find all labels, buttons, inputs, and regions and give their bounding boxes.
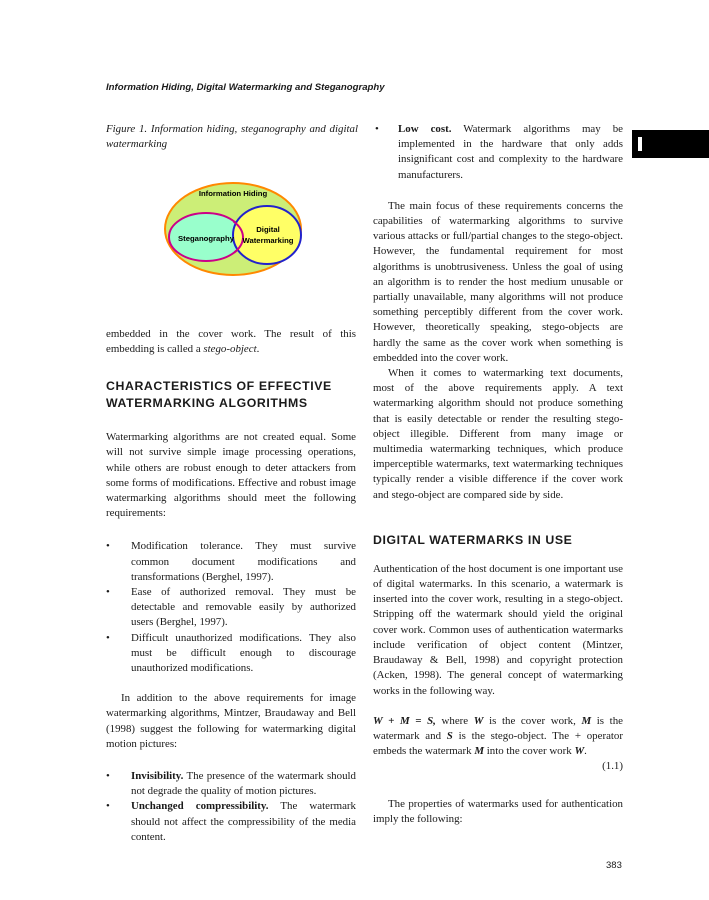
list-item [373,122,623,183]
right-column [373,122,623,827]
stego-object-paragraph [106,327,356,357]
thumb-tab-mark [638,137,642,151]
running-header: Information Hiding, Digital Watermarking and Steganography [106,82,385,93]
equation-text: is the stego-object. The + operator embeds the watermark [373,729,623,758]
cost-list [373,122,623,183]
equation-text: into the cover work [484,745,575,758]
properties-paragraph: The properties of watermarks used for authentication imply the following: [373,797,623,825]
text-watermarking-paragraph: When it comes to watermarking text documents, most of the above requirements apply. A text watermarking algorithm should not produce something that is easily detectable or render the resulting stego-object illegible. Different from many image or multimedia watermarking techniques, which produce imperceptible watermarks, text watermarking techniques typically render a visible difference if the cover work and stego-object are compared side by side. [373,367,623,501]
equation-text: is the watermark and [373,714,623,742]
equation-paragraph [373,714,623,775]
left-column [106,122,356,845]
chapter-thumb-tab [632,130,709,158]
list-item: • Difficult unauthorized modifications. They also must be difficult enough to discourage unauthorized modifications. [106,631,356,677]
equation-var: S [446,729,453,742]
venn-label-watermarking: Watermarking [242,235,294,245]
venn-label-digital: Digital [256,224,280,234]
list-item: • Modification tolerance. They must survive common document modifications and transformations (Berghel, 1997). [106,539,356,585]
equation-text: . [584,745,587,758]
stego-text-end: . [256,343,260,356]
equation-formula: W + M = S, [373,714,436,727]
venn-label-steganography: Steganography [178,233,234,243]
venn-label-information-hiding: Information Hiding [198,188,268,198]
equation-text: where [435,714,474,727]
list-item [106,799,356,845]
item-text: The presence of the watermark should not degrade the quality of motion pictures. [131,770,356,798]
equation-text: is the cover work, [483,714,582,727]
equation-var: M [474,745,484,758]
authentication-paragraph: Authentication of the host document is one important use of digital watermarks. In this scenario, a watermark is inserted into the cover work, resulting in a stego-object. Stripping off the watermark should yield the original cover work. Common uses of authentication watermarks include verification of object content (Mintzer, Braudaway & Bell, 1998) and copyright protection (Acken, 1998). The general concept of watermarking works in the following way. [373,562,623,697]
section-heading-digital-watermarks: DIGITAL WATERMARKS IN USE [373,532,573,547]
equation-var: W [473,714,484,727]
venn-diagram [163,177,305,277]
stego-object-term: stego-object [203,343,257,356]
list-item [106,769,356,799]
item-text: Watermark algorithms may be implemented in the hardware that only adds insignificant cost and complexity to the hardware manufacturers. [398,123,623,181]
equation-number: (1.1) [602,760,623,773]
item-lead: Unchanged compressibility. [131,800,269,813]
figure-caption: Figure 1. Information hiding, steganography and digital watermarking [106,123,358,151]
item-lead: Invisibility. [131,770,184,783]
venn-figure [163,177,305,277]
item-text: The watermark should not affect the compressibility of the media content. [131,800,356,843]
stego-text: embedded in the cover work. The result of this embedding is called a [106,327,356,356]
list-item: • Ease of authorized removal. They must be detectable and removable easily by authorized users (Berghel, 1997). [106,585,356,631]
section-heading-characteristics: CHARACTERISTICS OF EFFECTIVE WATERMARKING ALGORITHMS [106,379,332,411]
motion-pictures-paragraph: In addition to the above requirements for image watermarking algorithms, Mintzer, Braudaway and Bell (1998) suggest the following for watermarking digital motion pictures: [106,692,356,750]
focus-paragraph: The main focus of these requirements concerns the capabilities of watermarking algorithms to survive various attacks or full/partial changes to the stego-object. However, the fundamental requirement for most algorithms is unobtrusiveness. Unless the goal of using an algorithm is to render the host medium unusable or partially unavailable, many algorithms will not produce something perceptibly different from the cover work. However, theoretically speaking, stego-objects are hardly the same as the cover work when something is embedded into the cover work. [373,199,623,364]
requirements-list [106,539,356,676]
page-number: 383 [606,860,622,871]
motion-requirements-list [106,769,356,845]
intro-paragraph: Watermarking algorithms are not created equal. Some will not survive simple image processing operations, while others are robust enough to deter attackers from some forms of modifications. Effective and robust image watermarking algorithms should meet the following requirements: [106,431,356,520]
equation-var: W [574,745,585,758]
item-lead: Low cost. [398,123,452,135]
equation-var: M [581,714,592,727]
